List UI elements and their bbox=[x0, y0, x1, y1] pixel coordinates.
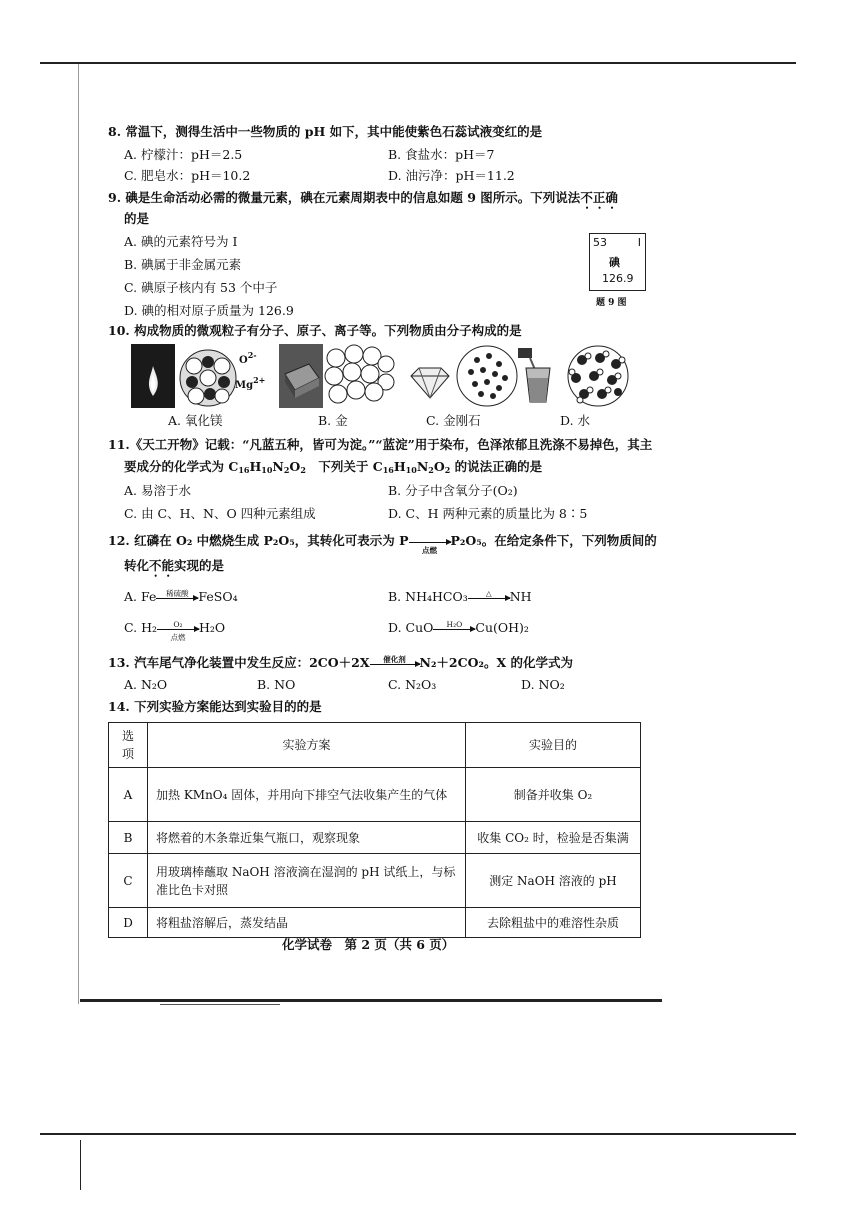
mg2-ion-label bbox=[235, 372, 265, 394]
q9-stem bbox=[108, 190, 618, 212]
table-cell-plan: 用玻璃棒蘸取 NaOH 溶液滴在湿润的 pH 试纸上，与标准比色卡对照 bbox=[148, 854, 466, 908]
q12-line1-pre: 12. 红磷在 O₂ 中燃烧生成 P₂O₅，其转化可表示为 P bbox=[108, 533, 409, 548]
q12-a-product: FeSO₄ bbox=[198, 589, 238, 604]
q13-option-a: A. N₂O bbox=[124, 677, 168, 692]
table-cell-option: D bbox=[109, 908, 148, 938]
q11-line2-pre: 要成分的化学式为 C bbox=[124, 459, 239, 474]
table-cell-goal: 收集 CO₂ 时，检验是否集满 bbox=[466, 822, 641, 854]
q9-stem-b: 的是 bbox=[124, 211, 150, 226]
water-glass-icon bbox=[516, 344, 560, 408]
table-row bbox=[109, 822, 641, 854]
q9-option-a: A. 碘的元素符号为 I bbox=[124, 234, 238, 249]
table-cell-goal: 测定 NaOH 溶液的 pH bbox=[466, 854, 641, 908]
table-cell-plan: 将粗盐溶解后，蒸发结晶 bbox=[148, 908, 466, 938]
page-footer: 化学试卷 第 2 页（共 6 页） bbox=[282, 937, 455, 952]
o2-ion-label bbox=[239, 347, 257, 369]
table-cell-goal: 去除粗盐中的难溶性杂质 bbox=[466, 908, 641, 938]
q10-option-a: A. 氧化镁 bbox=[168, 413, 223, 428]
lower-margin-rule bbox=[80, 1140, 81, 1190]
q12-c-condition-top: O₂ bbox=[173, 619, 183, 629]
table-row bbox=[109, 854, 641, 908]
table-cell-option: A bbox=[109, 768, 148, 822]
magnesium-flame-photo bbox=[131, 344, 175, 408]
q12-b-product: NH bbox=[509, 589, 532, 604]
q12-a-reactant: A. Fe bbox=[124, 589, 157, 604]
q11-line2-post: 的说法正确的是 bbox=[454, 459, 543, 474]
mg-charge: 2+ bbox=[253, 375, 266, 385]
q12-line2-pre: 转化 bbox=[124, 558, 150, 573]
bottom-rule-2 bbox=[160, 1004, 280, 1005]
table-cell-option: C bbox=[109, 854, 148, 908]
q12-option-d bbox=[388, 620, 529, 637]
table-row bbox=[109, 908, 641, 938]
q13-stem-pre: 13. 汽车尾气净化装置中发生反应：2CO＋2X bbox=[108, 655, 370, 670]
q12-d-condition: H₂O bbox=[446, 619, 463, 629]
table-row bbox=[109, 768, 641, 822]
q11-option-d: D. C、H 两种元素的质量比为 8∶5 bbox=[388, 506, 588, 521]
q13-stem bbox=[108, 655, 573, 672]
q13-option-c: C. N₂O₃ bbox=[388, 677, 437, 692]
q12-arrow-label: 点燃 bbox=[422, 545, 438, 555]
diamond-icon bbox=[405, 344, 455, 408]
q10-option-b: B. 金 bbox=[318, 413, 348, 428]
q12-option-b bbox=[388, 589, 532, 606]
iodine-element-box bbox=[589, 233, 646, 291]
q13-arrow bbox=[370, 656, 420, 672]
gold-bar-photo bbox=[279, 344, 323, 408]
table-cell-option: B bbox=[109, 822, 148, 854]
q12-b-arrow bbox=[468, 590, 510, 606]
q12-line1-post: P₂O₅。在给定条件下，下列物质间的 bbox=[450, 533, 657, 548]
q12-b-reactant: B. NH₄HCO₃ bbox=[388, 589, 468, 604]
q10-option-d: D. 水 bbox=[560, 413, 591, 428]
q12-b-condition: △ bbox=[485, 588, 492, 598]
q12-d-product: Cu(OH)₂ bbox=[475, 620, 529, 635]
q12-a-condition: 稀硫酸 bbox=[166, 588, 189, 598]
q12-line2 bbox=[124, 558, 224, 580]
q8-option-a: A. 柠檬汁：pH＝2.5 bbox=[124, 147, 243, 162]
q11-option-a: A. 易溶于水 bbox=[124, 483, 191, 498]
q12-line1 bbox=[108, 533, 657, 555]
gold-atom-model bbox=[324, 344, 396, 408]
q9-option-d: D. 碘的相对原子质量为 126.9 bbox=[124, 303, 294, 318]
q13-condition: 催化剂 bbox=[383, 654, 406, 664]
q12-c-reactant: C. H₂ bbox=[124, 620, 157, 635]
q9-caption: 题 9 图 bbox=[596, 298, 627, 308]
mg-symbol: Mg bbox=[235, 380, 254, 391]
q8-stem: 8. 常温下，测得生活中一些物质的 pH 如下，其中能使紫色石蕊试液变红的是 bbox=[108, 124, 543, 139]
q11-line2-mid: 下列关于 C bbox=[318, 459, 383, 474]
q12-c-product: H₂O bbox=[198, 620, 226, 635]
q8-option-b: B. 食盐水：pH＝7 bbox=[388, 147, 495, 162]
element-mass: 126.9 bbox=[602, 272, 634, 285]
q11-option-c: C. 由 C、H、N、O 四种元素组成 bbox=[124, 506, 316, 521]
water-molecule-model bbox=[560, 344, 636, 408]
element-number: 53 bbox=[593, 236, 607, 249]
element-name: 碘 bbox=[609, 256, 620, 269]
flame-icon bbox=[131, 344, 175, 408]
q13-option-b: B. NO bbox=[257, 677, 296, 692]
q12-line2-emph: 不能 bbox=[149, 558, 175, 573]
q12-reaction-arrow bbox=[409, 534, 451, 555]
q12-c-arrow bbox=[157, 619, 199, 642]
q11-line1: 11.《天工开物》记载：“凡蓝五种，皆可为淀。”“蓝淀”用于染布，色泽浓郁且洗涤不易掉色，其主 bbox=[108, 437, 653, 452]
table-header-row bbox=[109, 723, 641, 768]
q9-stem-a: 9. 碘是生命活动必需的微量元素，碘在元素周期表中的信息如题 9 图所示。下列说法 bbox=[108, 190, 581, 205]
q13-option-d: D. NO₂ bbox=[521, 677, 565, 692]
element-symbol: I bbox=[637, 236, 641, 249]
diamond-atom-model bbox=[455, 344, 519, 408]
top-rule bbox=[40, 62, 796, 64]
table-cell-plan: 加热 KMnO₄ 固体，并用向下排空气法收集产生的气体 bbox=[148, 768, 466, 822]
q9-option-b: B. 碘属于非金属元素 bbox=[124, 257, 242, 272]
lower-rule bbox=[40, 1133, 796, 1135]
table-header-goal: 实验目的 bbox=[466, 723, 641, 768]
q12-line2-post: 实现的是 bbox=[174, 558, 225, 573]
q12-option-c bbox=[124, 619, 226, 642]
left-margin-rule bbox=[78, 64, 79, 1004]
q10-option-c: C. 金刚石 bbox=[426, 413, 481, 428]
q14-stem: 14. 下列实验方案能达到实验目的的是 bbox=[108, 699, 322, 714]
gold-bar-icon bbox=[279, 344, 323, 408]
q12-c-condition-bottom: 点燃 bbox=[170, 632, 186, 642]
q11-option-b: B. 分子中含氧分子(O₂) bbox=[388, 483, 518, 498]
o-charge: 2- bbox=[247, 350, 257, 360]
q12-d-arrow bbox=[433, 621, 475, 637]
q12-a-arrow bbox=[156, 590, 198, 606]
table-header-plan: 实验方案 bbox=[148, 723, 466, 768]
experiment-table bbox=[108, 722, 641, 938]
q10-stem: 10. 构成物质的微观粒子有分子、原子、离子等。下列物质由分子构成的是 bbox=[108, 323, 522, 338]
q13-stem-post: N₂＋2CO₂。X 的化学式为 bbox=[419, 655, 573, 670]
q9-stem-emph: 不正确 bbox=[580, 190, 618, 205]
table-header-option: 选项 bbox=[109, 723, 148, 768]
q12-option-a bbox=[124, 589, 238, 606]
q9-option-c: C. 碘原子核内有 53 个中子 bbox=[124, 280, 278, 295]
q8-option-c: C. 肥皂水：pH＝10.2 bbox=[124, 168, 251, 183]
q12-d-reactant: D. CuO bbox=[388, 620, 434, 635]
q8-option-d: D. 油污净：pH＝11.2 bbox=[388, 168, 515, 183]
table-cell-goal: 制备并收集 O₂ bbox=[466, 768, 641, 822]
table-cell-plan: 将燃着的木条靠近集气瓶口，观察现象 bbox=[148, 822, 466, 854]
o-symbol: O bbox=[239, 355, 248, 366]
q11-line2: 要成分的化学式为 $C_{16}H_{10}N_2O_2$ 下列关于 $C_{16}H_{10}N_2O_2$ 的说法正确的是 bbox=[124, 459, 543, 475]
bottom-rule-1 bbox=[80, 999, 662, 1002]
